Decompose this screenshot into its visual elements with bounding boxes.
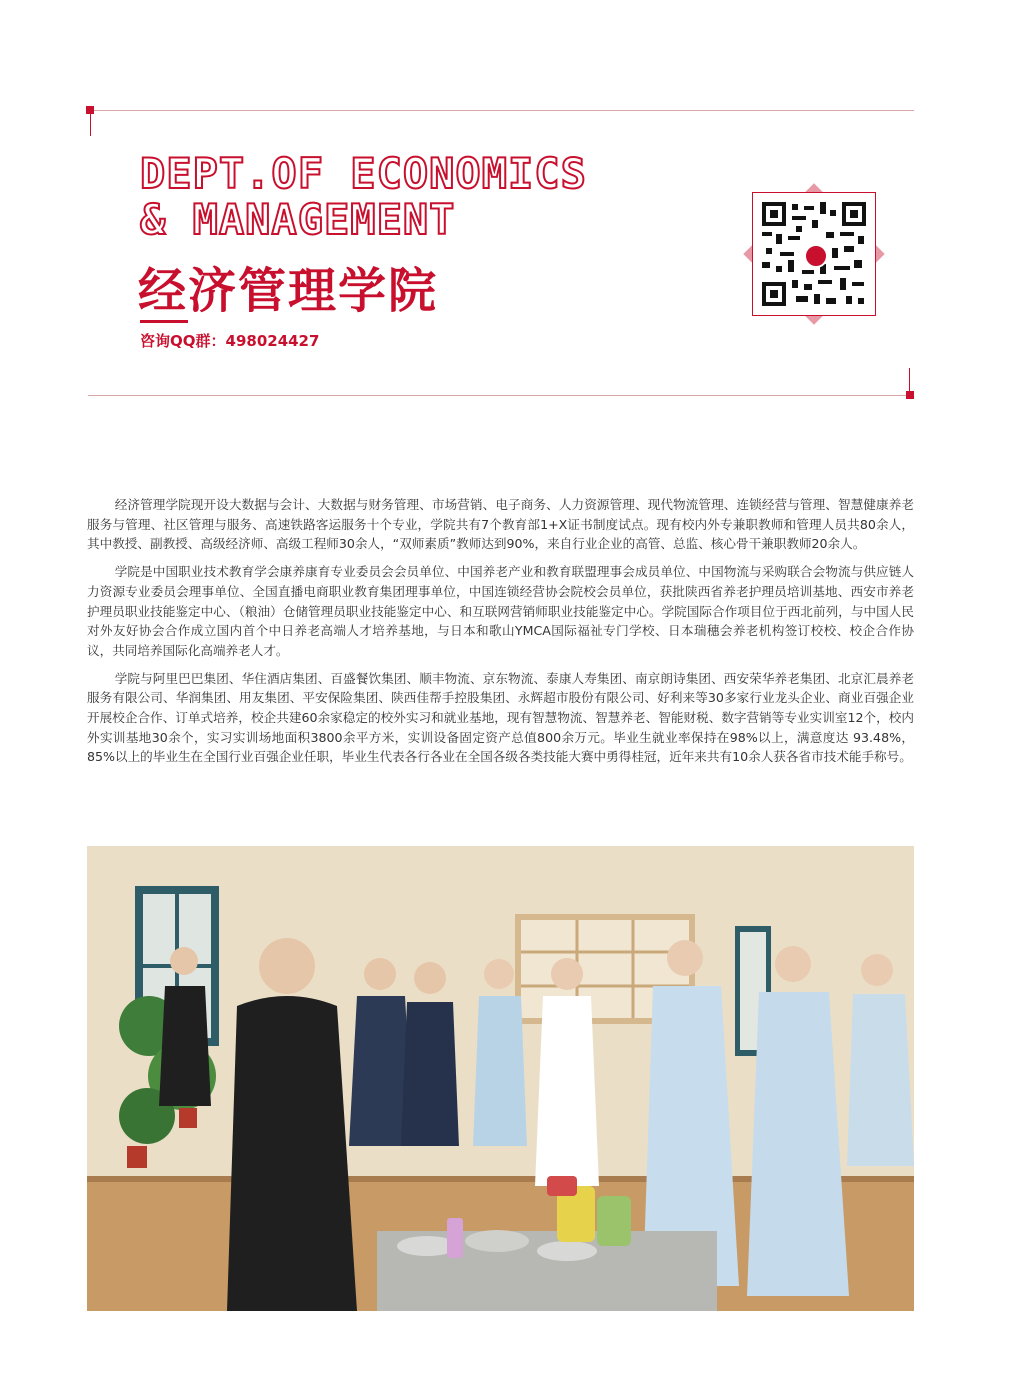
bottom-right-tick <box>909 368 910 392</box>
title-en-line2: & MANAGEMENT <box>140 195 456 244</box>
bottom-right-marker <box>906 391 914 399</box>
title-en-line1: DEPT.OF ECONOMICS <box>140 149 587 198</box>
title-underline <box>140 320 188 323</box>
qq-group-label: 咨询QQ群：498024427 <box>140 332 320 350</box>
intro-text <box>87 495 914 775</box>
paragraph-1: 经济管理学院现开设大数据与会计、大数据与财务管理、市场营销、电子商务、人力资源管理、现代物流管理、连锁经营与管理、智慧健康养老服务与管理、社区管理与服务、高速铁路客运服务十个专业，学院共有7个教育部1+X证书制度试点。现有校内外专兼职教师和管理人员共80余人，其中教授、副教授、高级经济师、高级工程师30余人，“双师素质”教师达到90%，来自行业企业的高管、总监、核心骨干兼职教师20余人。 <box>87 497 914 552</box>
training-room-photo <box>87 846 914 1311</box>
top-rule <box>88 110 914 111</box>
qr-code-icon[interactable] <box>762 202 866 306</box>
paragraph-2: 学院是中国职业技术教育学会康养康育专业委员会会员单位、中国养老产业和教育联盟理事会成员单位、中国物流与采购联合会物流与供应链人力资源专业委员会理事单位、全国直播电商职业教育集团理事单位，中国连锁经营协会院校会员单位，获批陕西省养老护理员培训基地、西安市养老护理员职业技能鉴定中心、（粮油）仓储管理员职业技能鉴定中心、和互联网营销师职业技能鉴定中心。学院国际合作项目位于西北前列，与中国人民对外友好协会合作成立国内首个中日养老高端人才培养基地，与日本和歌山YMCA国际福祉专门学校、日本瑞穗会养老机构签订校校、校企合作协议，共同培养国际化高端养老人才。 <box>87 564 914 658</box>
school-logo-icon <box>804 244 828 268</box>
page-title: 经济管理学院 <box>138 263 439 319</box>
top-left-tick <box>90 112 91 136</box>
paragraph-3: 学院与阿里巴巴集团、华住酒店集团、百盛餐饮集团、顺丰物流、京东物流、泰康人寿集团、南京朗诗集团、西安荣华养老集团、北京汇晨养老服务有限公司、华润集团、用友集团、平安保险集团、陕西佳帮手控股集团、永辉超市股份有限公司、好利来等30多家行业龙头企业、商业百强企业开展校企合作、订单式培养，校企共建60余家稳定的校外实习和就业基地，现有智慧物流、智慧养老、智能财税、数字营销等专业实训室12个，校内外实训基地30余个，实习实训场地面积3800余平方米，实训设备固定资产总值800余万元。毕业生就业率保持在98%以上，满意度达 93.48%，85%以上的毕业生在全国行业百强企业任职，毕业生代表各行各业在全国各级各类技能大赛中勇得桂冠，近年来共有10余人获各省市技术能手称号。 <box>87 670 914 765</box>
bottom-rule <box>88 395 914 396</box>
